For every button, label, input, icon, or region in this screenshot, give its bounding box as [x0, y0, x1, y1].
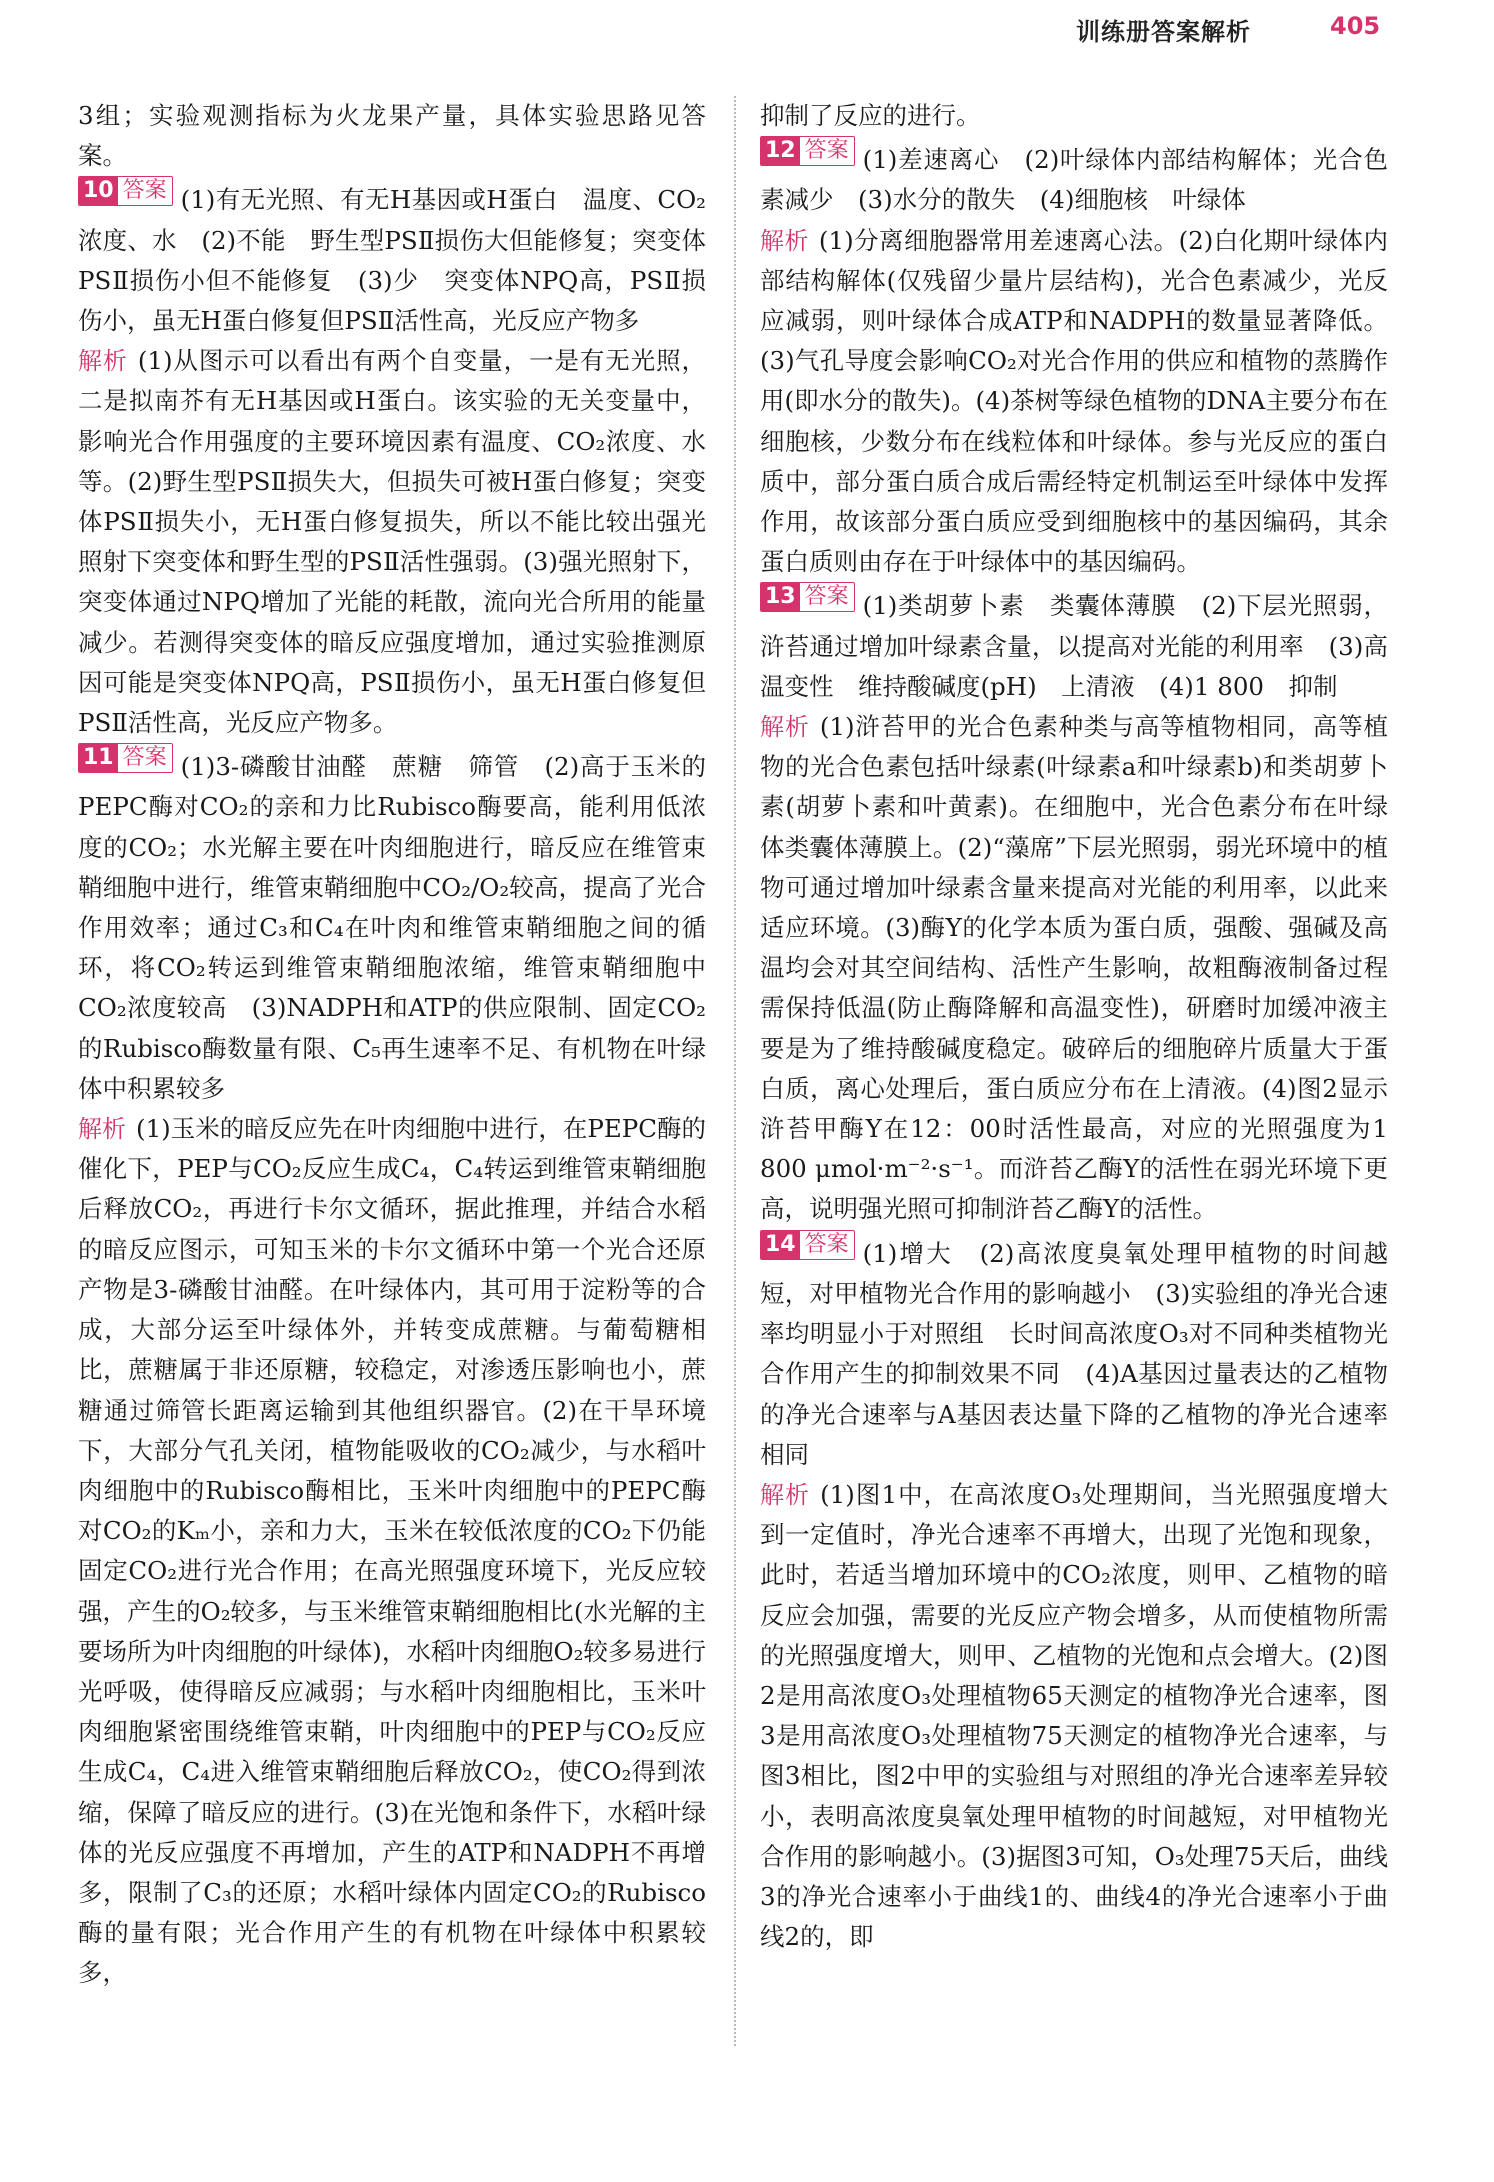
answer-text: (1)差速离心 (2)叶绿体内部结构解体；光合色素减少 (3)水分的散失 (4)细胞核 叶绿体	[760, 145, 1388, 215]
answer-text: (1)类胡萝卜素 类囊体薄膜 (2)下层光照弱，浒苔通过增加叶绿素含量，以提高对光能的利用率 (3)高温变性 维持酸碱度(pH) 上清液 (4)1 800 抑制	[760, 591, 1388, 701]
answer-badge-12	[760, 136, 855, 166]
analysis-text: (1)玉米的暗反应先在叶肉细胞中进行，在PEPC酶的催化下，PEP与CO₂反应生成C₄，C₄转运到维管束鞘细胞后释放CO₂，再进行卡尔文循环，据此推理，并结合水稻的暗反应图示，可知玉米的卡尔文循环中第一个光合还原产物是3-磷酸甘油醛。在叶绿体内，其可用于淀粉等的合成，大部分运至叶绿体外，并转变成蔗糖。与葡萄糖相比，蔗糖属于非还原糖，较稳定，对渗透压影响也小，蔗糖通过筛管长距离运输到其他组织器官。(2)在干旱环境下，大部分气孔关闭，植物能吸收的CO₂减少，与水稻叶肉细胞中的Rubisco酶相比，玉米叶肉细胞中的PEPC酶对CO₂的Kₘ小，亲和力大，玉米在较低浓度的CO₂下仍能固定CO₂进行光合作用；在高光照强度环境下，光反应较强，产生的O₂较多，与玉米维管束鞘细胞相比(水光解的主要场所为叶肉细胞的叶绿体)，水稻叶肉细胞O₂较多易进行光呼吸，使得暗反应减弱；与水稻叶肉细胞相比，玉米叶肉细胞紧密围绕维管束鞘，叶肉细胞中的PEP与CO₂反应生成C₄，C₄进入维管束鞘细胞后释放CO₂，使CO₂得到浓缩，保障了暗反应的进行。(3)在光饱和条件下，水稻叶绿体的光反应强度不再增加，产生的ATP和NADPH不再增多，限制了C₃的还原；水稻叶绿体内固定CO₂的Rubisco酶的量有限；光合作用产生的有机物在叶绿体中积累较多，	[78, 1114, 707, 1988]
analysis-13	[760, 707, 1388, 1230]
page-number: 405	[1330, 12, 1381, 40]
analysis-label: 解析	[78, 347, 128, 376]
answer-12	[760, 136, 1388, 220]
answer-label: 答案	[122, 178, 167, 204]
answer-13	[760, 582, 1388, 707]
answer-text: (1)有无光照、有无H基因或H蛋白 温度、CO₂浓度、水 (2)不能 野生型PSⅡ损伤大但能修复；突变体PSⅡ损伤小但不能修复 (3)少 突变体NPQ高，PSⅡ损伤小，虽无H蛋白修复但PSⅡ活性高，光反应产物多	[78, 185, 706, 336]
answer-badge-11	[78, 743, 173, 773]
answer-label: 答案	[122, 745, 167, 771]
answer-14	[760, 1230, 1388, 1475]
question-number: 13	[761, 583, 800, 611]
analysis-label: 解析	[760, 713, 810, 742]
question-number: 12	[761, 137, 800, 165]
question-number: 11	[79, 744, 118, 772]
answer-11	[78, 743, 706, 1109]
continuation-text: 抑制了反应的进行。	[760, 101, 981, 130]
analysis-text: (1)分离细胞器常用差速离心法。(2)白化期叶绿体内部结构解体(仅残留少量片层结构)，光合色素减少，光反应减弱，则叶绿体合成ATP和NADPH的数量显著降低。(3)气孔导度会影响CO₂对光合作用的供应和植物的蒸腾作用(即水分的散失)。(4)茶树等绿色植物的DNA主要分布在细胞核，少数分布在线粒体和叶绿体。参与光反应的蛋白质中，部分蛋白质合成后需经特定机制运至叶绿体中发挥作用，故该部分蛋白质应受到细胞核中的基因编码，其余蛋白质则由存在于叶绿体中的基因编码。	[760, 225, 1388, 577]
answer-label: 答案	[804, 138, 849, 164]
answer-badge-14	[760, 1230, 855, 1260]
answer-label: 答案	[804, 584, 849, 610]
analysis-14	[760, 1475, 1388, 1957]
analysis-text: (1)图1中，在高浓度O₃处理期间，当光照强度增大到一定值时，净光合速率不再增大，出现了光饱和现象，此时，若适当增加环境中的CO₂浓度，则甲、乙植物的暗反应会加强，需要的光反应产物会增多，从而使植物所需的光照强度增大，则甲、乙植物的光饱和点会增大。(2)图2是用高浓度O₃处理植物65天测定的植物净光合速率，图3是用高浓度O₃处理植物75天测定的植物净光合速率，与图3相比，图2中甲的实验组与对照组的净光合速率差异较小，表明高浓度臭氧处理甲植物的时间越短，对甲植物光合作用的影响越小。(3)据图3可知，O₃处理75天后，曲线3的净光合速率小于曲线1的、曲线4的净光合速率小于曲线2的，即	[760, 1479, 1389, 1952]
continuation-text: 3组；实验观测指标为火龙果产量，具体实验思路见答案。	[78, 101, 706, 171]
analysis-label: 解析	[760, 226, 809, 255]
page-header	[0, 0, 1494, 60]
left-column	[78, 96, 706, 1994]
answer-badge-13	[760, 582, 855, 612]
question-number: 10	[79, 177, 118, 205]
right-column	[760, 96, 1388, 1957]
running-title: 训练册答案解析	[1076, 18, 1251, 46]
answer-label: 答案	[804, 1231, 849, 1257]
column-divider	[734, 96, 736, 2046]
analysis-label: 解析	[78, 1115, 127, 1144]
analysis-label: 解析	[760, 1480, 811, 1509]
analysis-11	[78, 1109, 706, 1993]
analysis-text: (1)从图示可以看出有两个自变量，一是有无光照，二是拟南芥有无H基因或H蛋白。该实验的无关变量中，影响光合作用强度的主要环境因素有温度、CO₂浓度、水等。(2)野生型PSⅡ损失大，但损失可被H蛋白修复；突变体PSⅡ损失小，无H蛋白修复损失，所以不能比较出强光照射下突变体和野生型的PSⅡ活性强弱。(3)强光照射下，突变体通过NPQ增加了光能的耗散，流向光合所用的能量减少。若测得突变体的暗反应强度增加，通过实验推测原因可能是突变体NPQ高，PSⅡ损伤小，虽无H蛋白修复但PSⅡ活性高，光反应产物多。	[78, 346, 707, 738]
answer-10	[78, 176, 706, 341]
answer-text: (1)增大 (2)高浓度臭氧处理甲植物的时间越短，对甲植物光合作用的影响越小 (3)实验组的净光合速率均明显小于对照组 长时间高浓度O₃对不同种类植物光合作用产生的抑制效果不同 (4)A基因过量表达的乙植物的净光合速率与A基因表达量下降的乙植物的净光合速率相同	[760, 1238, 1388, 1469]
analysis-text: (1)浒苔甲的光合色素种类与高等植物相同，高等植物的光合色素包括叶绿素(叶绿素a和叶绿素b)和类胡萝卜素(胡萝卜素和叶黄素)。在细胞中，光合色素分布在叶绿体类囊体薄膜上。(2)“藻席”下层光照弱，弱光环境中的植物可通过增加叶绿素含量来提高对光能的利用率，以此来适应环境。(3)酶Y的化学本质为蛋白质，强酸、强碱及高温均会对其空间结构、活性产生影响，故粗酶液制备过程需保持低温(防止酶降解和高温变性)，研磨时加缓冲液主要是为了维持酸碱度稳定。破碎后的细胞碎片质量大于蛋白质，离心处理后，蛋白质应分布在上清液。(4)图2显示浒苔甲酶Y在12：00时活性最高，对应的光照强度为1 800 μmol·m⁻²·s⁻¹。而浒苔乙酶Y的活性在弱光环境下更高，说明强光照可抑制浒苔乙酶Y的活性。	[760, 712, 1389, 1224]
analysis-12	[760, 221, 1388, 583]
answer-text: (1)3-磷酸甘油醛 蔗糖 筛管 (2)高于玉米的PEPC酶对CO₂的亲和力比Rubisco酶要高，能利用低浓度的CO₂；水光解主要在叶肉细胞进行，暗反应在维管束鞘细胞中进行，维管束鞘细胞中CO₂/O₂较高，提高了光合作用效率；通过C₃和C₄在叶肉和维管束鞘细胞之间的循环，将CO₂转运到维管束鞘细胞浓缩，维管束鞘细胞中CO₂浓度较高 (3)NADPH和ATP的供应限制、固定CO₂的Rubisco酶数量有限、C₅再生速率不足、有机物在叶绿体中积累较多	[78, 752, 706, 1103]
question-number: 14	[761, 1231, 800, 1259]
answer-badge-10	[78, 176, 173, 206]
analysis-10	[78, 341, 706, 743]
